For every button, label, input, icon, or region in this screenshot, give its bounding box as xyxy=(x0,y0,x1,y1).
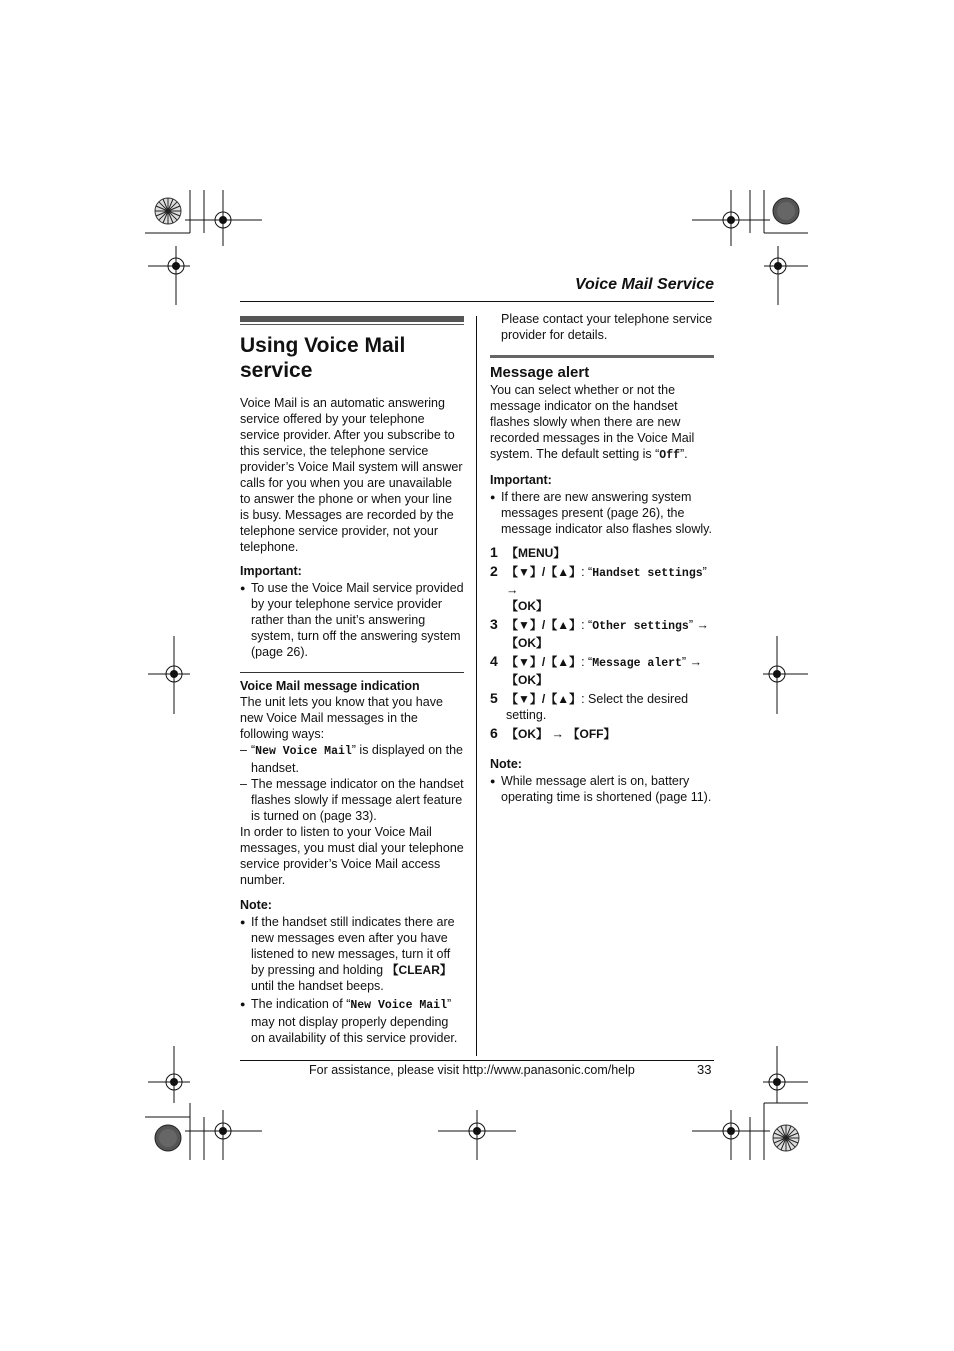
note-label: Note: xyxy=(240,898,272,912)
important-list xyxy=(240,580,464,660)
step-item: 4 【▼】/【▲】: “Message alert” → 【OK】 xyxy=(490,653,703,687)
step-item: 3 【▼】/【▲】: “Other settings” → 【OK】 xyxy=(490,616,709,650)
column-divider xyxy=(476,316,477,1056)
step-item: 2 【▼】/【▲】: “Handset settings” → 【OK】 xyxy=(490,563,707,613)
footer-rule xyxy=(240,1060,714,1061)
header-rule xyxy=(240,301,714,302)
steps-list xyxy=(490,545,714,742)
page-title: Using Voice Mail service xyxy=(240,334,406,382)
list-item: ● While message alert is on, battery operating time is shortened (page 11). xyxy=(490,773,714,805)
footer-assist-text: For assistance, please visit http://www.panasonic.com/help xyxy=(309,1063,635,1077)
density-circle-icon xyxy=(154,1124,182,1152)
list-item: – The message indicator on the handset flashes slowly if message alert feature is turned on (page 33). xyxy=(240,776,464,824)
title-rule xyxy=(240,324,464,325)
step-item: 5 【▼】/【▲】: Select the desired setting. xyxy=(490,690,689,722)
star-target-icon xyxy=(772,1124,800,1152)
vm-indication-heading: Voice Mail message indication xyxy=(240,679,420,693)
message-alert-intro: You can select whether or not the message indicator on the handset flashes slowly when there are new recorded messages in the Voice Mail system. The default setting is “Off”. xyxy=(490,383,695,462)
page-number: 33 xyxy=(697,1062,712,1077)
arrow-icon: → xyxy=(506,583,519,597)
note-label: Note: xyxy=(490,757,522,771)
arrow-icon: → xyxy=(696,618,709,632)
title-bar xyxy=(240,316,464,322)
density-circle-icon xyxy=(772,197,800,225)
contact-paragraph: Please contact your telephone service provider for details. xyxy=(501,312,713,342)
right-column xyxy=(490,311,714,807)
list-item: ● If there are new answering system messages present (page 26), the message indicator also flashes slowly. xyxy=(490,489,714,537)
arrow-icon: → xyxy=(689,655,703,669)
note-list xyxy=(240,914,464,1046)
step-item: 1 【MENU】 xyxy=(490,544,566,560)
message-alert-heading: Message alert xyxy=(490,364,590,381)
indication-list xyxy=(240,742,464,824)
section-rule xyxy=(240,672,464,673)
vm-indication-intro: The unit lets you know that you have new Voice Mail messages in the following ways: xyxy=(240,695,443,741)
list-item: – “New Voice Mail” is displayed on the handset. xyxy=(240,742,464,776)
intro-paragraph: Voice Mail is an automatic answering service offered by your telephone service provider. After you subscribe to this service, the telephone service provider’s Voice Mail system will answer calls for you when you are unavailable to answer the phone or when your line is busy. Messages are recorded by the telephone service provider, not your telephone. xyxy=(240,396,463,554)
important-label: Important: xyxy=(490,473,552,487)
left-column xyxy=(240,316,464,1048)
listen-paragraph: In order to listen to your Voice Mail messages, you must dial your telephone service provider’s Voice Mail access number. xyxy=(240,825,464,887)
important-list xyxy=(490,489,714,537)
arrow-icon: → xyxy=(551,727,564,741)
note-list xyxy=(490,773,714,805)
list-item: ● If the handset still indicates there are new messages even after you have listened to new messages, turn it off by pressing and holding 【CLEAR】 until the handset beeps. xyxy=(240,914,464,994)
list-item: ● To use the Voice Mail service provided by your telephone service provider rather than the unit’s answering system, turn off the answering system (page 26). xyxy=(240,580,464,660)
star-target-icon xyxy=(154,197,182,225)
important-label: Important: xyxy=(240,564,302,578)
section-header-title: Voice Mail Service xyxy=(574,276,714,293)
list-item: ● The indication of “New Voice Mail” may not display properly depending on availability of this service provider. xyxy=(240,996,464,1046)
step-item: 6 【OK】 → 【OFF】 xyxy=(490,725,616,741)
section-bar xyxy=(490,355,714,358)
